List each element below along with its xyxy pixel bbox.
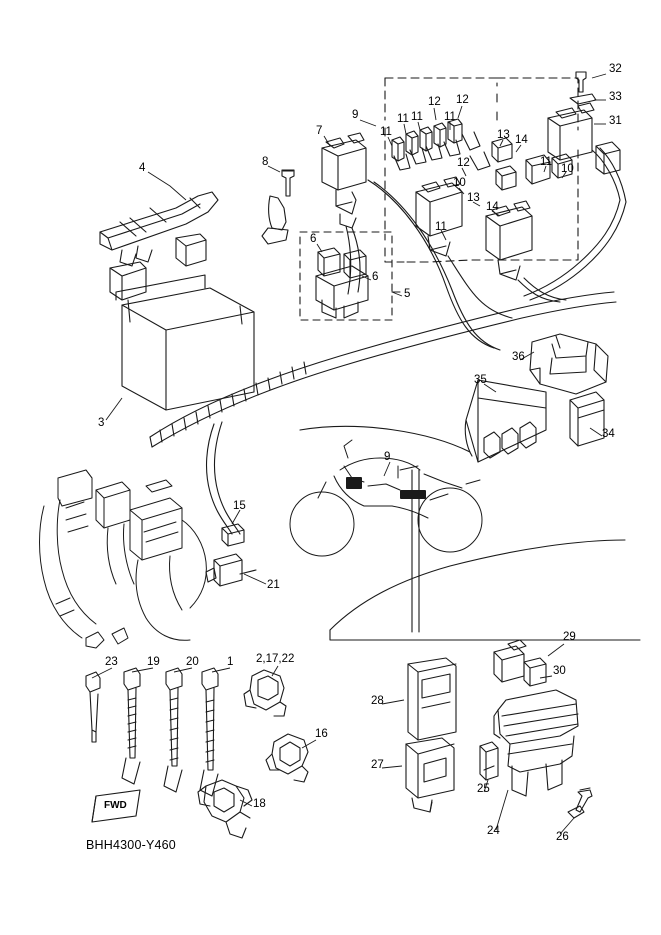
callout-8: 8 [262, 156, 269, 168]
callout-26: 26 [556, 831, 569, 843]
callout-31: 31 [609, 115, 622, 127]
callout-36: 36 [512, 351, 525, 363]
callout-29: 29 [563, 631, 576, 643]
callout-7: 7 [316, 125, 323, 137]
part-code-label: BHH4300-Y460 [86, 838, 176, 852]
callout-24: 24 [487, 825, 500, 837]
callout-12-b: 12 [456, 94, 469, 106]
callout-14-a: 14 [515, 134, 528, 146]
callout-5: 5 [404, 288, 411, 300]
callout-19: 19 [147, 656, 160, 668]
callout-15: 15 [233, 500, 246, 512]
callout-13-b: 13 [467, 192, 480, 204]
fwd-arrow-label: FWD [104, 800, 127, 811]
callout-4: 4 [139, 162, 146, 174]
callout-6-b: 6 [372, 271, 379, 283]
callout-10-b: 10 [453, 177, 466, 189]
callout-18: 18 [253, 798, 266, 810]
callout-11-e: 11 [540, 156, 552, 168]
callout-12-c: 12 [457, 157, 470, 169]
callout-9-top: 9 [352, 109, 359, 121]
callout-11-c: 11 [411, 111, 423, 123]
callout-16: 16 [315, 728, 328, 740]
callout-20: 20 [186, 656, 199, 668]
callout-30: 30 [553, 665, 566, 677]
callout-1: 1 [227, 656, 234, 668]
callout-6-a: 6 [310, 233, 317, 245]
callout-9-bike: 9 [384, 451, 391, 463]
callout-28: 28 [371, 695, 384, 707]
callout-35: 35 [474, 374, 487, 386]
callout-11-a: 11 [380, 126, 392, 138]
callout-32: 32 [609, 63, 622, 75]
callout-27: 27 [371, 759, 384, 771]
callout-10-a: 10 [561, 163, 574, 175]
callout-23: 23 [105, 656, 118, 668]
callout-13-a: 13 [497, 129, 510, 141]
callout-14-b: 14 [486, 201, 499, 213]
callout-2-17-22: 2,17,22 [256, 653, 295, 665]
callout-33: 33 [609, 91, 622, 103]
callout-34: 34 [602, 428, 615, 440]
callout-11-d: 11 [444, 111, 456, 123]
callout-12-a: 12 [428, 96, 441, 108]
callout-11-b: 11 [397, 113, 409, 125]
callout-21: 21 [267, 579, 280, 591]
callout-11-f: 11 [435, 221, 447, 233]
callout-3: 3 [98, 417, 105, 429]
callout-25: 25 [477, 783, 490, 795]
